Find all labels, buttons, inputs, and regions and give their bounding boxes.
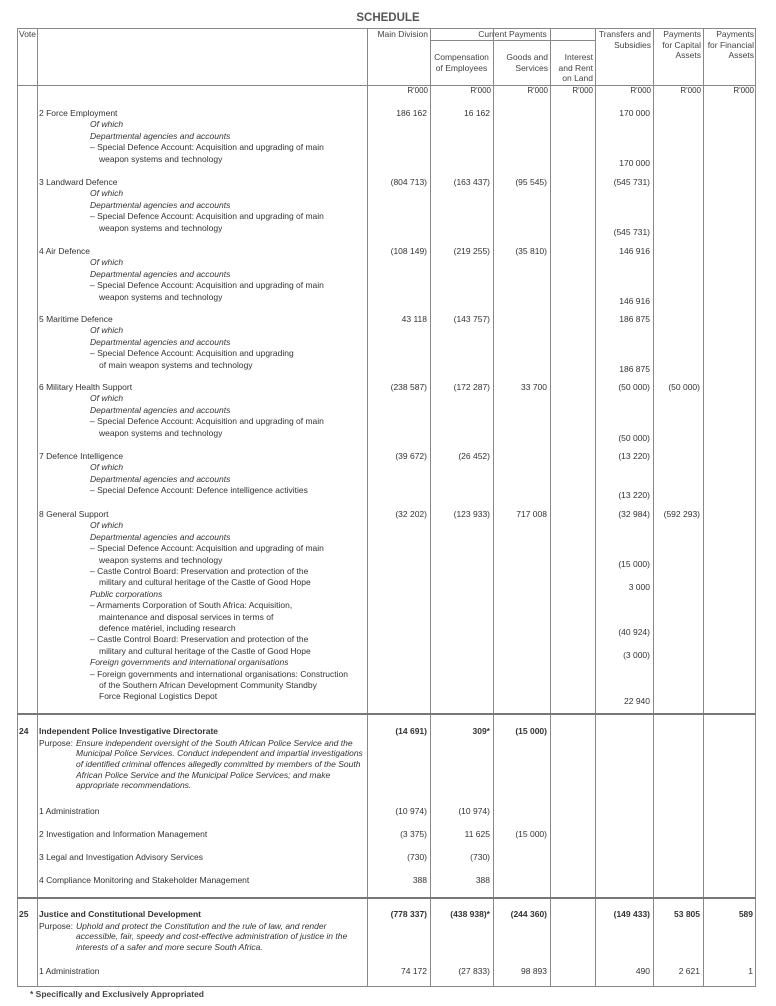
vote-number: 24 <box>19 726 29 736</box>
detail-line: military and cultural heritage of the Castle of Good Hope <box>99 577 311 588</box>
compensation-value: (730) <box>470 852 490 862</box>
transfers-value: 490 <box>635 966 650 976</box>
detail-transfers-value: 186 875 <box>619 364 650 374</box>
transfers-value: (545 731) <box>613 177 650 187</box>
current-payments-rule <box>430 40 595 41</box>
detail-line: – Special Defence Account: Acquisition and upgrading of main <box>90 211 324 222</box>
vote-compensation: (438 938)* <box>450 909 490 919</box>
column-divider <box>367 28 368 987</box>
detail-line: Of which <box>90 119 124 130</box>
vote-title: Independent Police Investigative Directorate <box>39 726 219 736</box>
header-interest: Interest <box>564 52 593 62</box>
detail-line: Departmental agencies and accounts <box>90 130 231 141</box>
detail-line: – Special Defence Account: Acquisition and upgrading of main <box>90 280 324 291</box>
main-division-value: (730) <box>407 852 427 862</box>
purpose-text: African Police Service and the Municipal Police Services; and make <box>76 769 331 780</box>
compensation-value: 16 162 <box>464 108 490 118</box>
unit-label: R'000 <box>470 86 491 95</box>
vote-number: 25 <box>19 909 29 919</box>
detail-line: – Special Defence Account: Acquisition and upgrading of main <box>90 543 324 554</box>
purpose-text: appropriate recommendations. <box>76 780 192 791</box>
purpose-text: Uphold and protect the Constitution and the rule of law, and render <box>76 920 327 931</box>
header-compensation: Compensation <box>434 52 489 62</box>
detail-line: – Special Defence Account: Acquisition and upgrading of main <box>90 142 324 153</box>
main-division-value: (39 672) <box>395 451 427 461</box>
detail-transfers-value: (40 924) <box>618 627 650 637</box>
detail-line: weapon systems and technology <box>99 427 223 438</box>
programme-label: 2 Investigation and Information Management <box>39 829 208 839</box>
capital-assets-value: (50 000) <box>668 382 700 392</box>
header-financial-assets: Assets <box>728 50 754 60</box>
purpose-text: of identified criminal offences allegedly committed by members of the South <box>76 758 361 769</box>
detail-line: Of which <box>90 188 124 199</box>
detail-line: weapon systems and technology <box>99 222 223 233</box>
transfers-value: 186 875 <box>619 314 650 324</box>
main-division-value: (804 713) <box>390 177 427 187</box>
detail-line: – Special Defence Account: Defence intelligence activities <box>90 485 308 496</box>
goods-services-value: 33 700 <box>521 382 547 392</box>
header-financial-assets: for Financial <box>707 39 754 50</box>
transfers-value: (50 000) <box>618 382 650 392</box>
column-divider <box>493 28 494 987</box>
vote-transfers: (149 433) <box>613 909 650 919</box>
programme-label: 4 Air Defence <box>39 246 91 256</box>
detail-line: Of which <box>90 325 124 336</box>
main-division-value: 388 <box>412 875 427 885</box>
detail-transfers-value: 3 000 <box>628 582 650 592</box>
detail-line: Public corporations <box>90 588 163 599</box>
detail-line: Force Regional Logistics Depot <box>99 691 218 702</box>
vote-separator <box>17 713 756 715</box>
detail-line: Departmental agencies and accounts <box>90 268 231 279</box>
schedule-title: SCHEDULE <box>356 12 420 24</box>
vote-goods-services: (244 360) <box>510 909 547 919</box>
detail-transfers-value: (545 731) <box>613 227 650 237</box>
header-transfers: Subsidies <box>614 39 651 50</box>
transfers-value: (32 984) <box>618 509 650 519</box>
capital-assets-value: 2 621 <box>678 966 700 976</box>
detail-line: Of which <box>90 520 124 531</box>
main-division-value: (108 149) <box>390 246 427 256</box>
detail-line: Departmental agencies and accounts <box>90 404 231 415</box>
header-interest: on Land <box>562 73 593 83</box>
detail-transfers-value: (13 220) <box>618 490 650 500</box>
detail-line: maintenance and disposal services in terms of <box>99 611 274 622</box>
main-division-value: (32 202) <box>395 509 427 519</box>
column-divider <box>653 28 654 987</box>
detail-line: Of which <box>90 257 124 268</box>
capital-assets-value: (592 293) <box>663 509 700 519</box>
main-division-value: 43 118 <box>401 314 427 324</box>
vote-main-division: (778 337) <box>390 909 427 919</box>
financial-assets-value: 1 <box>748 966 753 976</box>
column-divider <box>550 28 551 987</box>
vote-goods-services: (15 000) <box>515 726 547 736</box>
vote-separator <box>17 897 756 899</box>
programme-label: 6 Military Health Support <box>39 382 133 392</box>
programme-label: 7 Defence Intelligence <box>39 451 124 461</box>
compensation-value: (27 833) <box>458 966 490 976</box>
detail-line: Departmental agencies and accounts <box>90 531 231 542</box>
detail-line: – Foreign governments and international organisations: Construction <box>90 668 348 679</box>
goods-services-value: 98 893 <box>521 966 547 976</box>
purpose-text: Ensure independent oversight of the South African Police Service and the <box>76 737 353 748</box>
compensation-value: (123 933) <box>453 509 490 519</box>
detail-line: defence matériel, including research <box>99 623 236 633</box>
compensation-value: 11 625 <box>464 829 490 839</box>
header-transfers: Transfers and <box>598 29 651 39</box>
header-interest: and Rent <box>558 62 593 73</box>
header-financial-assets: Payments <box>716 29 754 39</box>
detail-line: Of which <box>90 462 124 473</box>
vote-compensation: 309* <box>472 726 490 736</box>
main-division-value: 74 172 <box>401 966 427 976</box>
programme-label: 3 Landward Defence <box>39 177 118 187</box>
main-division-value: 186 162 <box>396 108 427 118</box>
vote-main-division: (14 691) <box>395 726 427 736</box>
column-divider <box>37 28 38 987</box>
main-division-value: (10 974) <box>395 806 427 816</box>
unit-label: R'000 <box>733 86 754 95</box>
detail-line: Departmental agencies and accounts <box>90 336 231 347</box>
compensation-value: (26 452) <box>458 451 490 461</box>
goods-services-value: 717 008 <box>516 509 547 519</box>
programme-label: 4 Compliance Monitoring and Stakeholder Management <box>39 875 250 885</box>
purpose-text: interests of a safer and more secure South Africa. <box>76 941 263 952</box>
detail-line: Departmental agencies and accounts <box>90 199 231 210</box>
main-division-value: (3 375) <box>400 829 427 839</box>
programme-label: 8 General Support <box>39 509 109 519</box>
vote-financial-assets: 589 <box>738 909 753 919</box>
detail-transfers-value: (50 000) <box>618 433 650 443</box>
footnote: * Specifically and Exclusively Appropriated <box>30 989 204 999</box>
transfers-value: 146 916 <box>619 246 650 256</box>
detail-line: – Castle Control Board: Preservation and protection of the <box>90 566 309 576</box>
detail-transfers-value: 22 940 <box>624 696 650 706</box>
detail-line: – Special Defence Account: Acquisition and upgrading <box>90 348 294 359</box>
detail-line: – Castle Control Board: Preservation and protection of the <box>90 634 309 645</box>
detail-line: of the Southern African Development Community Standby <box>99 680 317 690</box>
programme-label: 5 Maritime Defence <box>39 314 113 324</box>
purpose-text: accessible, fair, speedy and cost-effective administration of justice in the <box>76 931 348 942</box>
column-divider <box>703 28 704 987</box>
detail-transfers-value: (3 000) <box>623 650 650 660</box>
unit-label: R'000 <box>572 86 593 95</box>
detail-line: of main weapon systems and technology <box>99 359 253 370</box>
purpose-label: Purpose: <box>39 737 74 748</box>
header-goods: Services <box>515 62 548 73</box>
header-capital-assets: Assets <box>675 50 701 60</box>
unit-label: R'000 <box>680 86 701 95</box>
goods-services-value: (15 000) <box>515 829 547 839</box>
compensation-value: (163 437) <box>453 177 490 187</box>
compensation-value: 388 <box>475 875 490 885</box>
unit-label: R'000 <box>407 86 428 95</box>
programme-label: 3 Legal and Investigation Advisory Services <box>39 852 203 862</box>
main-division-value: (238 587) <box>390 382 427 392</box>
detail-line: weapon systems and technology <box>99 291 223 302</box>
compensation-value: (10 974) <box>458 806 490 816</box>
goods-services-value: (35 810) <box>515 246 547 256</box>
programme-label: 2 Force Employment <box>39 108 118 118</box>
detail-transfers-value: 170 000 <box>619 158 650 168</box>
header-goods: Goods and <box>506 52 548 62</box>
detail-line: Foreign governments and international organisations <box>90 657 289 668</box>
schedule-table <box>17 28 756 987</box>
column-divider <box>595 28 596 987</box>
compensation-value: (143 757) <box>453 314 490 324</box>
detail-line: weapon systems and technology <box>99 153 223 164</box>
column-divider <box>430 28 431 987</box>
detail-line: – Special Defence Account: Acquisition and upgrading of main <box>90 416 324 427</box>
vote-capital-assets: 53 805 <box>674 909 700 919</box>
programme-label: 1 Administration <box>39 806 100 816</box>
unit-label: R'000 <box>527 86 548 95</box>
programme-label: 1 Administration <box>39 966 100 976</box>
header-main-division: Main Division <box>377 29 428 39</box>
header-compensation: of Employees <box>435 62 488 73</box>
detail-line: military and cultural heritage of the Castle of Good Hope <box>99 645 311 656</box>
detail-line: weapon systems and technology <box>99 554 223 565</box>
transfers-value: 170 000 <box>619 108 650 118</box>
detail-line: – Armaments Corporation of South Africa: Acquisition, <box>90 600 293 611</box>
unit-label: R'000 <box>630 86 651 95</box>
header-vote: Vote <box>19 29 37 39</box>
header-capital-assets: Payments <box>663 29 701 39</box>
transfers-value: (13 220) <box>618 451 650 461</box>
detail-transfers-value: 146 916 <box>619 296 650 306</box>
purpose-label: Purpose: <box>39 920 74 931</box>
detail-line: Departmental agencies and accounts <box>90 473 231 484</box>
compensation-value: (172 287) <box>453 382 490 392</box>
compensation-value: (219 255) <box>453 246 490 256</box>
purpose-text: Municipal Police Services. Conduct independent and impartial investigations <box>76 748 363 759</box>
vote-title: Justice and Constitutional Development <box>39 909 201 919</box>
header-capital-assets: for Capital <box>662 39 701 50</box>
header-current-payments: Current Payments <box>478 29 547 39</box>
detail-transfers-value: (15 000) <box>618 559 650 569</box>
detail-line: Of which <box>90 393 124 404</box>
goods-services-value: (95 545) <box>515 177 547 187</box>
